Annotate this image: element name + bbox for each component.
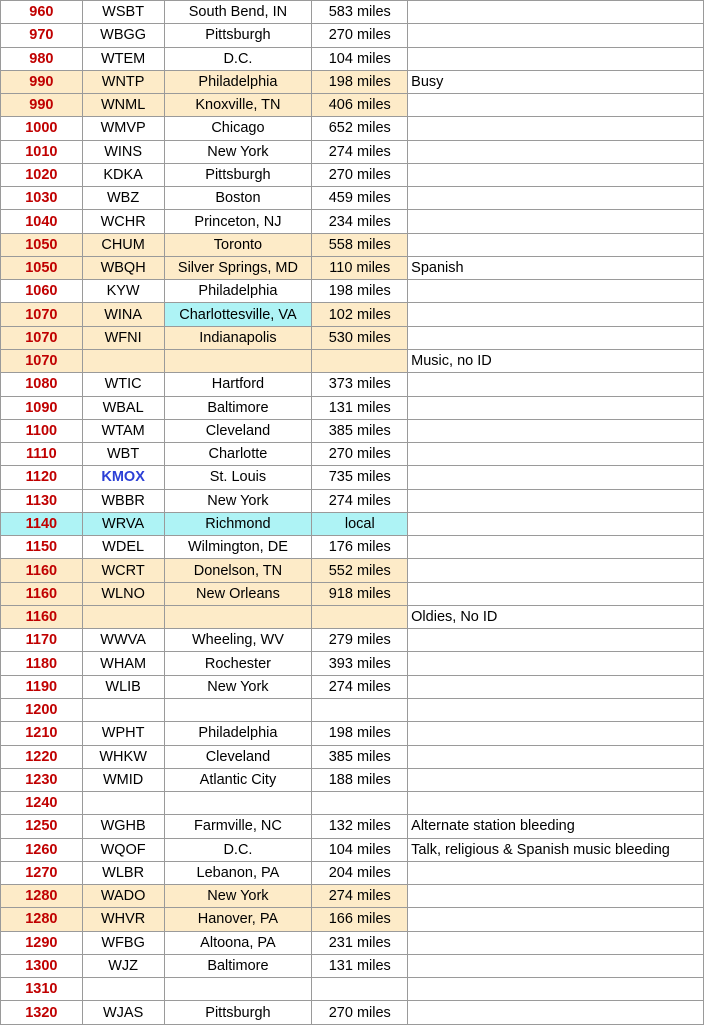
note-cell[interactable] bbox=[408, 861, 704, 884]
note-cell[interactable] bbox=[408, 117, 704, 140]
distance-cell[interactable]: 274 miles bbox=[312, 885, 408, 908]
distance-cell[interactable]: 104 miles bbox=[312, 47, 408, 70]
table-row bbox=[1, 978, 704, 1001]
call-sign-cell[interactable]: WBGG bbox=[82, 24, 164, 47]
city-cell[interactable]: Wheeling, WV bbox=[164, 629, 312, 652]
city-cell[interactable]: Donelson, TN bbox=[164, 559, 312, 582]
note-cell[interactable] bbox=[408, 466, 704, 489]
note-cell[interactable] bbox=[408, 396, 704, 419]
table-row bbox=[1, 1001, 704, 1024]
call-sign-cell[interactable]: WADO bbox=[82, 885, 164, 908]
distance-cell[interactable]: 279 miles bbox=[312, 629, 408, 652]
note-cell[interactable] bbox=[408, 489, 704, 512]
distance-cell[interactable]: 530 miles bbox=[312, 326, 408, 349]
distance-cell[interactable]: 385 miles bbox=[312, 745, 408, 768]
note-cell[interactable] bbox=[408, 419, 704, 442]
city-cell[interactable]: Baltimore bbox=[164, 954, 312, 977]
city-cell[interactable] bbox=[164, 792, 312, 815]
frequency-cell[interactable]: 1100 bbox=[1, 419, 83, 442]
frequency-cell[interactable]: 1010 bbox=[1, 140, 83, 163]
distance-cell[interactable]: 735 miles bbox=[312, 466, 408, 489]
call-sign-cell[interactable]: WINA bbox=[82, 303, 164, 326]
city-cell[interactable]: Altoona, PA bbox=[164, 931, 312, 954]
call-sign-cell[interactable]: WNTP bbox=[82, 70, 164, 93]
table-row bbox=[1, 698, 704, 721]
city-cell[interactable]: Silver Springs, MD bbox=[164, 256, 312, 279]
distance-cell[interactable] bbox=[312, 978, 408, 1001]
table-row bbox=[1, 722, 704, 745]
call-sign-cell[interactable]: WHAM bbox=[82, 652, 164, 675]
city-cell[interactable]: Cleveland bbox=[164, 419, 312, 442]
call-sign-cell[interactable]: WWVA bbox=[82, 629, 164, 652]
city-cell[interactable]: New York bbox=[164, 675, 312, 698]
call-sign-cell[interactable]: WTAM bbox=[82, 419, 164, 442]
frequency-cell[interactable]: 1280 bbox=[1, 885, 83, 908]
city-cell[interactable]: New Orleans bbox=[164, 582, 312, 605]
table-row bbox=[1, 187, 704, 210]
table-row bbox=[1, 629, 704, 652]
note-cell[interactable]: Alternate station bleeding bbox=[408, 815, 704, 838]
frequency-cell[interactable]: 1220 bbox=[1, 745, 83, 768]
frequency-cell[interactable]: 1070 bbox=[1, 349, 83, 372]
distance-cell[interactable]: 231 miles bbox=[312, 931, 408, 954]
table-row bbox=[1, 210, 704, 233]
frequency-cell[interactable]: 1190 bbox=[1, 675, 83, 698]
distance-cell[interactable]: 373 miles bbox=[312, 373, 408, 396]
table-row bbox=[1, 233, 704, 256]
table-row bbox=[1, 326, 704, 349]
note-cell[interactable] bbox=[408, 24, 704, 47]
table-row bbox=[1, 280, 704, 303]
call-sign-cell[interactable]: WMVP bbox=[82, 117, 164, 140]
city-cell[interactable]: D.C. bbox=[164, 838, 312, 861]
note-cell[interactable] bbox=[408, 140, 704, 163]
note-cell[interactable] bbox=[408, 722, 704, 745]
call-sign-cell[interactable]: WDEL bbox=[82, 536, 164, 559]
distance-cell[interactable]: 385 miles bbox=[312, 419, 408, 442]
call-sign-cell[interactable] bbox=[82, 349, 164, 372]
frequency-cell[interactable]: 1020 bbox=[1, 163, 83, 186]
city-cell[interactable]: South Bend, IN bbox=[164, 1, 312, 24]
call-sign-cell[interactable]: WCHR bbox=[82, 210, 164, 233]
city-cell[interactable]: Hanover, PA bbox=[164, 908, 312, 931]
distance-cell[interactable]: 270 miles bbox=[312, 24, 408, 47]
call-sign-cell[interactable]: WBT bbox=[82, 443, 164, 466]
frequency-cell[interactable]: 1110 bbox=[1, 443, 83, 466]
note-cell[interactable] bbox=[408, 768, 704, 791]
table-row bbox=[1, 47, 704, 70]
frequency-cell[interactable]: 1320 bbox=[1, 1001, 83, 1024]
frequency-cell[interactable]: 1300 bbox=[1, 954, 83, 977]
note-cell[interactable] bbox=[408, 233, 704, 256]
city-cell[interactable]: New York bbox=[164, 885, 312, 908]
call-sign-cell[interactable]: WBAL bbox=[82, 396, 164, 419]
city-cell[interactable]: Cleveland bbox=[164, 745, 312, 768]
note-cell[interactable]: Busy bbox=[408, 70, 704, 93]
distance-cell[interactable]: 274 miles bbox=[312, 675, 408, 698]
frequency-cell[interactable]: 1280 bbox=[1, 908, 83, 931]
note-cell[interactable] bbox=[408, 792, 704, 815]
distance-cell[interactable] bbox=[312, 605, 408, 628]
note-cell[interactable] bbox=[408, 187, 704, 210]
city-cell[interactable]: Pittsburgh bbox=[164, 163, 312, 186]
distance-cell[interactable]: local bbox=[312, 512, 408, 535]
distance-cell[interactable]: 406 miles bbox=[312, 94, 408, 117]
table-row bbox=[1, 396, 704, 419]
table-row bbox=[1, 466, 704, 489]
table-row bbox=[1, 605, 704, 628]
frequency-cell[interactable]: 1030 bbox=[1, 187, 83, 210]
distance-cell[interactable]: 234 miles bbox=[312, 210, 408, 233]
call-sign-cell[interactable]: WJZ bbox=[82, 954, 164, 977]
city-cell[interactable]: Hartford bbox=[164, 373, 312, 396]
note-cell[interactable] bbox=[408, 559, 704, 582]
city-cell[interactable]: Charlottesville, VA bbox=[164, 303, 312, 326]
city-cell[interactable] bbox=[164, 605, 312, 628]
distance-cell[interactable]: 274 miles bbox=[312, 489, 408, 512]
note-cell[interactable] bbox=[408, 47, 704, 70]
distance-cell[interactable]: 104 miles bbox=[312, 838, 408, 861]
city-cell[interactable]: Princeton, NJ bbox=[164, 210, 312, 233]
call-sign-cell[interactable]: WHKW bbox=[82, 745, 164, 768]
frequency-cell[interactable]: 970 bbox=[1, 24, 83, 47]
call-sign-cell[interactable] bbox=[82, 978, 164, 1001]
call-sign-cell[interactable]: WFBG bbox=[82, 931, 164, 954]
distance-cell[interactable]: 198 miles bbox=[312, 722, 408, 745]
table-row bbox=[1, 908, 704, 931]
distance-cell[interactable]: 918 miles bbox=[312, 582, 408, 605]
city-cell[interactable]: Lebanon, PA bbox=[164, 861, 312, 884]
table-row bbox=[1, 1, 704, 24]
city-cell[interactable]: Knoxville, TN bbox=[164, 94, 312, 117]
frequency-cell[interactable]: 1180 bbox=[1, 652, 83, 675]
city-cell[interactable] bbox=[164, 349, 312, 372]
call-sign-cell[interactable]: WLIB bbox=[82, 675, 164, 698]
distance-cell[interactable]: 552 miles bbox=[312, 559, 408, 582]
note-cell[interactable]: Talk, religious & Spanish music bleeding bbox=[408, 838, 704, 861]
distance-cell[interactable]: 652 miles bbox=[312, 117, 408, 140]
frequency-cell[interactable]: 1090 bbox=[1, 396, 83, 419]
distance-cell[interactable]: 131 miles bbox=[312, 396, 408, 419]
frequency-cell[interactable]: 1260 bbox=[1, 838, 83, 861]
city-cell[interactable]: St. Louis bbox=[164, 466, 312, 489]
note-cell[interactable]: Oldies, No ID bbox=[408, 605, 704, 628]
table-row bbox=[1, 652, 704, 675]
table-row bbox=[1, 861, 704, 884]
table-row bbox=[1, 163, 704, 186]
frequency-cell[interactable]: 1210 bbox=[1, 722, 83, 745]
table-row bbox=[1, 443, 704, 466]
frequency-cell[interactable]: 1270 bbox=[1, 861, 83, 884]
table-row bbox=[1, 582, 704, 605]
call-sign-cell[interactable]: WTEM bbox=[82, 47, 164, 70]
call-sign-cell[interactable]: CHUM bbox=[82, 233, 164, 256]
note-cell[interactable] bbox=[408, 698, 704, 721]
table-row bbox=[1, 117, 704, 140]
call-sign-cell[interactable]: WQOF bbox=[82, 838, 164, 861]
frequency-cell[interactable]: 1200 bbox=[1, 698, 83, 721]
table-row bbox=[1, 745, 704, 768]
frequency-cell[interactable]: 1080 bbox=[1, 373, 83, 396]
table-row bbox=[1, 768, 704, 791]
table-row bbox=[1, 24, 704, 47]
call-sign-cell[interactable]: WHVR bbox=[82, 908, 164, 931]
distance-cell[interactable]: 270 miles bbox=[312, 443, 408, 466]
note-cell[interactable] bbox=[408, 536, 704, 559]
call-sign-cell[interactable]: WNML bbox=[82, 94, 164, 117]
city-cell[interactable]: Pittsburgh bbox=[164, 24, 312, 47]
frequency-cell[interactable]: 1070 bbox=[1, 303, 83, 326]
table-row bbox=[1, 954, 704, 977]
city-cell[interactable]: Philadelphia bbox=[164, 722, 312, 745]
call-sign-cell[interactable]: WCRT bbox=[82, 559, 164, 582]
frequency-cell[interactable]: 990 bbox=[1, 94, 83, 117]
distance-cell[interactable] bbox=[312, 349, 408, 372]
frequency-cell[interactable]: 1290 bbox=[1, 931, 83, 954]
frequency-cell[interactable]: 1170 bbox=[1, 629, 83, 652]
distance-cell[interactable]: 459 miles bbox=[312, 187, 408, 210]
city-cell[interactable]: Boston bbox=[164, 187, 312, 210]
distance-cell[interactable] bbox=[312, 792, 408, 815]
distance-cell[interactable]: 166 miles bbox=[312, 908, 408, 931]
distance-cell[interactable]: 188 miles bbox=[312, 768, 408, 791]
table-row bbox=[1, 559, 704, 582]
table-row bbox=[1, 792, 704, 815]
call-sign-cell[interactable] bbox=[82, 605, 164, 628]
frequency-cell[interactable]: 1230 bbox=[1, 768, 83, 791]
distance-cell[interactable]: 204 miles bbox=[312, 861, 408, 884]
distance-cell[interactable]: 270 miles bbox=[312, 163, 408, 186]
table-row bbox=[1, 885, 704, 908]
city-cell[interactable]: Baltimore bbox=[164, 396, 312, 419]
city-cell[interactable]: Richmond bbox=[164, 512, 312, 535]
table-row bbox=[1, 70, 704, 93]
note-cell[interactable] bbox=[408, 512, 704, 535]
note-cell[interactable] bbox=[408, 978, 704, 1001]
frequency-cell[interactable]: 1120 bbox=[1, 466, 83, 489]
frequency-cell[interactable]: 1050 bbox=[1, 256, 83, 279]
note-cell[interactable] bbox=[408, 675, 704, 698]
station-table-body bbox=[1, 1, 704, 1025]
city-cell[interactable]: Farmville, NC bbox=[164, 815, 312, 838]
frequency-cell[interactable]: 1140 bbox=[1, 512, 83, 535]
note-cell[interactable] bbox=[408, 629, 704, 652]
distance-cell[interactable]: 583 miles bbox=[312, 1, 408, 24]
note-cell[interactable]: Music, no ID bbox=[408, 349, 704, 372]
note-cell[interactable] bbox=[408, 94, 704, 117]
table-row bbox=[1, 94, 704, 117]
table-row bbox=[1, 256, 704, 279]
frequency-cell[interactable]: 1160 bbox=[1, 605, 83, 628]
frequency-cell[interactable]: 1070 bbox=[1, 326, 83, 349]
table-row bbox=[1, 815, 704, 838]
frequency-cell[interactable]: 1000 bbox=[1, 117, 83, 140]
call-sign-cell[interactable]: WLBR bbox=[82, 861, 164, 884]
call-sign-cell[interactable] bbox=[82, 698, 164, 721]
table-row bbox=[1, 349, 704, 372]
note-cell[interactable] bbox=[408, 582, 704, 605]
city-cell[interactable]: New York bbox=[164, 489, 312, 512]
call-sign-cell[interactable]: KYW bbox=[82, 280, 164, 303]
distance-cell[interactable]: 110 miles bbox=[312, 256, 408, 279]
city-cell[interactable]: Indianapolis bbox=[164, 326, 312, 349]
note-cell[interactable] bbox=[408, 303, 704, 326]
call-sign-cell[interactable]: WFNI bbox=[82, 326, 164, 349]
frequency-cell[interactable]: 1310 bbox=[1, 978, 83, 1001]
city-cell[interactable]: Charlotte bbox=[164, 443, 312, 466]
distance-cell[interactable]: 198 miles bbox=[312, 280, 408, 303]
call-sign-cell[interactable]: WPHT bbox=[82, 722, 164, 745]
table-row bbox=[1, 140, 704, 163]
call-sign-cell[interactable]: KMOX bbox=[82, 466, 164, 489]
call-sign-cell[interactable]: WRVA bbox=[82, 512, 164, 535]
note-cell[interactable] bbox=[408, 954, 704, 977]
frequency-cell[interactable]: 1060 bbox=[1, 280, 83, 303]
distance-cell[interactable]: 558 miles bbox=[312, 233, 408, 256]
city-cell[interactable]: Toronto bbox=[164, 233, 312, 256]
table-row bbox=[1, 838, 704, 861]
distance-cell[interactable]: 132 miles bbox=[312, 815, 408, 838]
note-cell[interactable] bbox=[408, 443, 704, 466]
table-row bbox=[1, 931, 704, 954]
call-sign-cell[interactable]: WLNO bbox=[82, 582, 164, 605]
call-sign-cell[interactable]: WMID bbox=[82, 768, 164, 791]
call-sign-cell[interactable]: WTIC bbox=[82, 373, 164, 396]
table-row bbox=[1, 489, 704, 512]
frequency-cell[interactable]: 1160 bbox=[1, 559, 83, 582]
distance-cell[interactable] bbox=[312, 698, 408, 721]
note-cell[interactable]: Spanish bbox=[408, 256, 704, 279]
note-cell[interactable] bbox=[408, 652, 704, 675]
table-row bbox=[1, 303, 704, 326]
table-row bbox=[1, 536, 704, 559]
distance-cell[interactable]: 274 miles bbox=[312, 140, 408, 163]
note-cell[interactable] bbox=[408, 1001, 704, 1024]
city-cell[interactable] bbox=[164, 698, 312, 721]
city-cell[interactable]: Wilmington, DE bbox=[164, 536, 312, 559]
frequency-cell[interactable]: 1240 bbox=[1, 792, 83, 815]
city-cell[interactable]: New York bbox=[164, 140, 312, 163]
call-sign-cell[interactable]: WBZ bbox=[82, 187, 164, 210]
call-sign-cell[interactable]: WINS bbox=[82, 140, 164, 163]
distance-cell[interactable]: 176 miles bbox=[312, 536, 408, 559]
city-cell[interactable]: Atlantic City bbox=[164, 768, 312, 791]
frequency-cell[interactable]: 1130 bbox=[1, 489, 83, 512]
frequency-cell[interactable]: 1040 bbox=[1, 210, 83, 233]
distance-cell[interactable]: 131 miles bbox=[312, 954, 408, 977]
call-sign-cell[interactable]: WJAS bbox=[82, 1001, 164, 1024]
frequency-cell[interactable]: 980 bbox=[1, 47, 83, 70]
note-cell[interactable] bbox=[408, 745, 704, 768]
note-cell[interactable] bbox=[408, 931, 704, 954]
city-cell[interactable]: Chicago bbox=[164, 117, 312, 140]
call-sign-cell[interactable]: WGHB bbox=[82, 815, 164, 838]
distance-cell[interactable]: 102 miles bbox=[312, 303, 408, 326]
note-cell[interactable] bbox=[408, 163, 704, 186]
distance-cell[interactable]: 393 miles bbox=[312, 652, 408, 675]
note-cell[interactable] bbox=[408, 885, 704, 908]
frequency-cell[interactable]: 1160 bbox=[1, 582, 83, 605]
table-row bbox=[1, 512, 704, 535]
city-cell[interactable]: Rochester bbox=[164, 652, 312, 675]
frequency-cell[interactable]: 1150 bbox=[1, 536, 83, 559]
note-cell[interactable] bbox=[408, 1, 704, 24]
city-cell[interactable]: Philadelphia bbox=[164, 70, 312, 93]
city-cell[interactable]: Philadelphia bbox=[164, 280, 312, 303]
call-sign-cell[interactable]: WBBR bbox=[82, 489, 164, 512]
table-row bbox=[1, 675, 704, 698]
call-sign-cell[interactable] bbox=[82, 792, 164, 815]
note-cell[interactable] bbox=[408, 326, 704, 349]
call-sign-cell[interactable]: WSBT bbox=[82, 1, 164, 24]
table-row bbox=[1, 419, 704, 442]
call-sign-cell[interactable]: WBQH bbox=[82, 256, 164, 279]
call-sign-cell[interactable]: KDKA bbox=[82, 163, 164, 186]
frequency-cell[interactable]: 1050 bbox=[1, 233, 83, 256]
distance-cell[interactable]: 198 miles bbox=[312, 70, 408, 93]
frequency-cell[interactable]: 990 bbox=[1, 70, 83, 93]
distance-cell[interactable]: 270 miles bbox=[312, 1001, 408, 1024]
note-cell[interactable] bbox=[408, 373, 704, 396]
city-cell[interactable] bbox=[164, 978, 312, 1001]
note-cell[interactable] bbox=[408, 908, 704, 931]
frequency-cell[interactable]: 1250 bbox=[1, 815, 83, 838]
note-cell[interactable] bbox=[408, 210, 704, 233]
city-cell[interactable]: Pittsburgh bbox=[164, 1001, 312, 1024]
frequency-cell[interactable]: 960 bbox=[1, 1, 83, 24]
note-cell[interactable] bbox=[408, 280, 704, 303]
table-row bbox=[1, 373, 704, 396]
city-cell[interactable]: D.C. bbox=[164, 47, 312, 70]
